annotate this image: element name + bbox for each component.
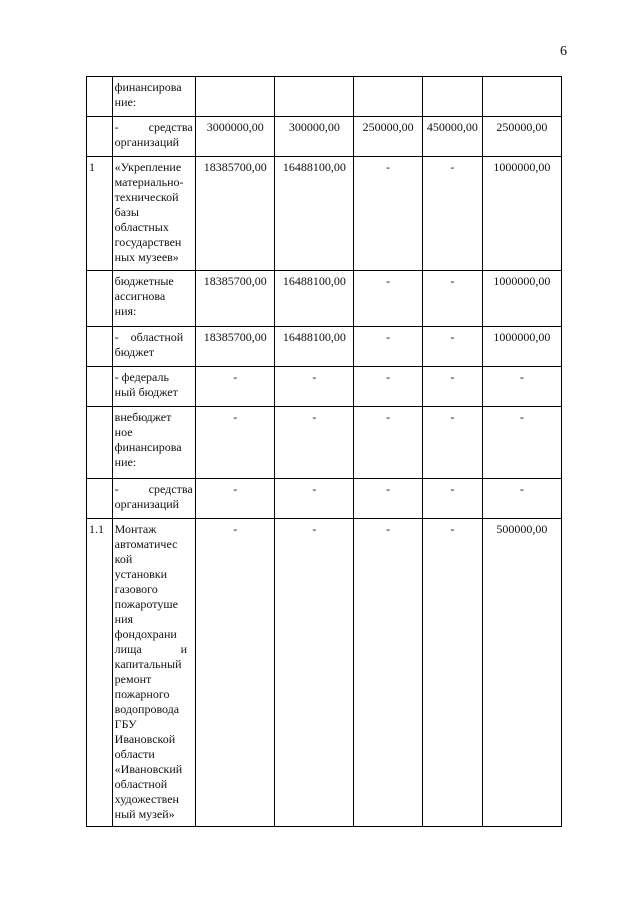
item-name-line: организаций xyxy=(114,135,180,149)
item-name-line: ный музей» xyxy=(114,807,175,821)
item-name-line: областных xyxy=(114,220,169,234)
item-name-line: автоматичес xyxy=(114,537,178,551)
amount-cell-2: - xyxy=(275,479,354,519)
item-name-cell xyxy=(112,157,195,271)
amount-cell-4 xyxy=(422,77,482,117)
row-number-cell xyxy=(87,479,113,519)
amount-cell-3: - xyxy=(354,157,422,271)
amount-cell-1: 18385700,00 xyxy=(196,157,275,271)
amount-cell-2 xyxy=(275,77,354,117)
item-name-line: кой xyxy=(114,552,133,566)
budget-table xyxy=(86,76,562,827)
amount-cell-2: - xyxy=(275,367,354,407)
item-name-line: областной xyxy=(114,777,168,791)
amount-cell-3: - xyxy=(354,367,422,407)
item-name-line: фондохрани xyxy=(114,627,177,641)
amount-cell-1: - xyxy=(196,519,275,827)
item-name-line: внебюджет xyxy=(114,410,172,424)
amount-cell-5: 1000000,00 xyxy=(482,327,561,367)
budget-table-body xyxy=(87,77,562,827)
page-number: 6 xyxy=(560,44,567,59)
item-name-line: ный бюджет xyxy=(114,385,178,399)
item-name-line: ние: xyxy=(114,455,137,469)
item-name-line: капитальный xyxy=(114,657,182,671)
amount-cell-4: - xyxy=(422,479,482,519)
item-name-cell xyxy=(112,407,195,479)
amount-cell-5 xyxy=(482,77,561,117)
amount-cell-3: - xyxy=(354,271,422,327)
amount-cell-2: - xyxy=(275,519,354,827)
amount-cell-1: 18385700,00 xyxy=(196,327,275,367)
item-name-line: материально- xyxy=(114,175,184,189)
amount-cell-2: - xyxy=(275,407,354,479)
item-name-line: художествен xyxy=(114,792,179,806)
table-row xyxy=(87,479,562,519)
amount-cell-4: - xyxy=(422,271,482,327)
amount-cell-4: - xyxy=(422,519,482,827)
amount-cell-2: 16488100,00 xyxy=(275,327,354,367)
amount-cell-5: 1000000,00 xyxy=(482,271,561,327)
amount-cell-4: 450000,00 xyxy=(422,117,482,157)
item-name-line: «Ивановский xyxy=(114,762,183,776)
item-name-line: ассигнова xyxy=(114,289,166,303)
item-name-cell xyxy=(112,327,195,367)
table-row xyxy=(87,117,562,157)
amount-cell-4: - xyxy=(422,407,482,479)
amount-cell-3: - xyxy=(354,519,422,827)
item-name-line: газового xyxy=(114,582,158,596)
row-number-cell xyxy=(87,271,113,327)
item-name-cell xyxy=(112,117,195,157)
item-name-line: пожаротуше xyxy=(114,597,178,611)
item-name-line: Ивановской xyxy=(114,732,176,746)
item-name-cell xyxy=(112,367,195,407)
amount-cell-2: 16488100,00 xyxy=(275,157,354,271)
item-name-line: ное xyxy=(114,425,133,439)
table-row xyxy=(87,407,562,479)
item-name-line: финансирова xyxy=(114,440,182,454)
amount-cell-3: - xyxy=(354,479,422,519)
amount-cell-3: - xyxy=(354,407,422,479)
amount-cell-3: - xyxy=(354,327,422,367)
amount-cell-2: 300000,00 xyxy=(275,117,354,157)
item-name-line: пожарного xyxy=(114,687,170,701)
item-name-line: «Укрепление xyxy=(114,160,182,174)
item-name-line: водопровода xyxy=(114,702,180,716)
row-number-cell xyxy=(87,77,113,117)
item-name-line: ние: xyxy=(114,95,137,109)
item-name-line: ния xyxy=(114,612,134,626)
row-number-cell: 1 xyxy=(87,157,113,271)
item-name-cell xyxy=(112,271,195,327)
amount-cell-1: - xyxy=(196,407,275,479)
table-row xyxy=(87,519,562,827)
row-number-cell xyxy=(87,367,113,407)
amount-cell-4: - xyxy=(422,327,482,367)
row-number-cell xyxy=(87,117,113,157)
item-name-line: - средства xyxy=(114,120,193,134)
table-row xyxy=(87,327,562,367)
amount-cell-5: - xyxy=(482,367,561,407)
amount-cell-5: - xyxy=(482,407,561,479)
item-name-cell xyxy=(112,519,195,827)
item-name-line: Монтаж xyxy=(114,522,157,536)
amount-cell-4: - xyxy=(422,367,482,407)
item-name-line: - областной xyxy=(114,330,184,344)
item-name-line: бюджетные xyxy=(114,274,174,288)
item-name-line: лища и xyxy=(114,642,188,656)
amount-cell-3: 250000,00 xyxy=(354,117,422,157)
item-name-line: - федераль xyxy=(114,370,169,384)
amount-cell-1: 3000000,00 xyxy=(196,117,275,157)
table-row xyxy=(87,77,562,117)
item-name-line: области xyxy=(114,747,155,761)
amount-cell-1: 18385700,00 xyxy=(196,271,275,327)
row-number-cell xyxy=(87,407,113,479)
amount-cell-4: - xyxy=(422,157,482,271)
row-number-cell xyxy=(87,327,113,367)
amount-cell-5: 250000,00 xyxy=(482,117,561,157)
amount-cell-2: 16488100,00 xyxy=(275,271,354,327)
table-row xyxy=(87,271,562,327)
item-name-line: установки xyxy=(114,567,168,581)
item-name-line: ГБУ xyxy=(114,717,137,731)
item-name-line: финансирова xyxy=(114,80,182,94)
item-name-cell xyxy=(112,77,195,117)
item-name-line: ния: xyxy=(114,304,137,318)
item-name-cell xyxy=(112,479,195,519)
amount-cell-3 xyxy=(354,77,422,117)
amount-cell-1 xyxy=(196,77,275,117)
item-name-line: организаций xyxy=(114,497,180,511)
amount-cell-1: - xyxy=(196,367,275,407)
amount-cell-5: 500000,00 xyxy=(482,519,561,827)
amount-cell-5: 1000000,00 xyxy=(482,157,561,271)
item-name-line: технической xyxy=(114,190,179,204)
amount-cell-5: - xyxy=(482,479,561,519)
item-name-line: - средства xyxy=(114,482,193,496)
item-name-line: бюджет xyxy=(114,345,154,359)
item-name-line: ремонт xyxy=(114,672,152,686)
table-row xyxy=(87,367,562,407)
amount-cell-1: - xyxy=(196,479,275,519)
item-name-line: ных музеев» xyxy=(114,250,179,264)
item-name-line: базы xyxy=(114,205,139,219)
table-row xyxy=(87,157,562,271)
row-number-cell: 1.1 xyxy=(87,519,113,827)
item-name-line: государствен xyxy=(114,235,182,249)
